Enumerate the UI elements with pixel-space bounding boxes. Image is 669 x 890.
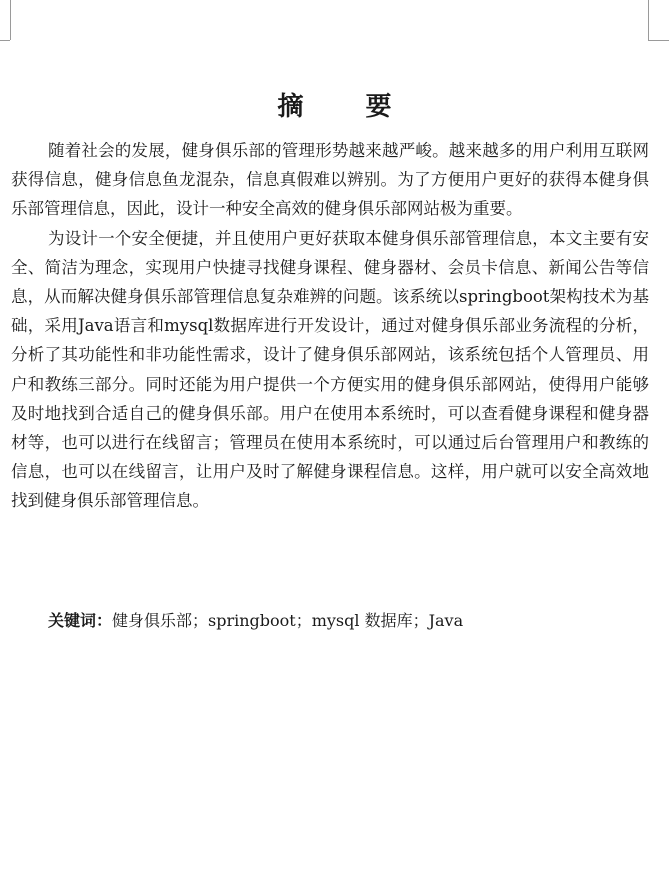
abstract-body [11,136,649,516]
page-title: 摘 要 [277,92,410,123]
keywords-text: 健身俱乐部；springboot；mysql 数据库；Java [112,611,464,630]
keywords-line [48,607,648,635]
crop-mark-top-left-vertical [10,0,11,40]
crop-mark-top-right-horizontal [648,40,669,41]
crop-mark-top-left-horizontal [0,40,10,41]
keywords-label: 关键词： [48,611,113,630]
abstract-paragraph-1: 随着社会的发展，健身俱乐部的管理形势越来越严峻。越来越多的用户利用互联网获得信息，健身信息鱼龙混杂，信息真假难以辨别。为了方便用户更好的获得本健身俱乐部管理信息，因此，设计一种安全高效的健身俱乐部网站极为重要。 [11,141,649,219]
crop-mark-top-right-vertical [648,0,649,40]
abstract-paragraph-2: 为设计一个安全便捷，并且使用户更好获取本健身俱乐部管理信息，本文主要有安全、简洁为理念，实现用户快捷寻找健身课程、健身器材、会员卡信息、新闻公告等信息，从而解决健身俱乐部管理信息复杂难辨的问题。该系统以springboot架构技术为基础，采用Java语言和mysql数据库进行开发设计，通过对健身俱乐部业务流程的分析，分析了其功能性和非功能性需求，设计了健身俱乐部网站，该系统包括个人管理员、用户和教练三部分。同时还能为用户提供一个方便实用的健身俱乐部网站，使得用户能够及时地找到合适自己的健身俱乐部。用户在使用本系统时，可以查看健身课程和健身器材等，也可以进行在线留言；管理员在使用本系统时，可以通过后台管理用户和教练的信息，也可以在线留言，让用户及时了解健身课程信息。这样，用户就可以安全高效地找到健身俱乐部管理信息。 [11,228,649,511]
